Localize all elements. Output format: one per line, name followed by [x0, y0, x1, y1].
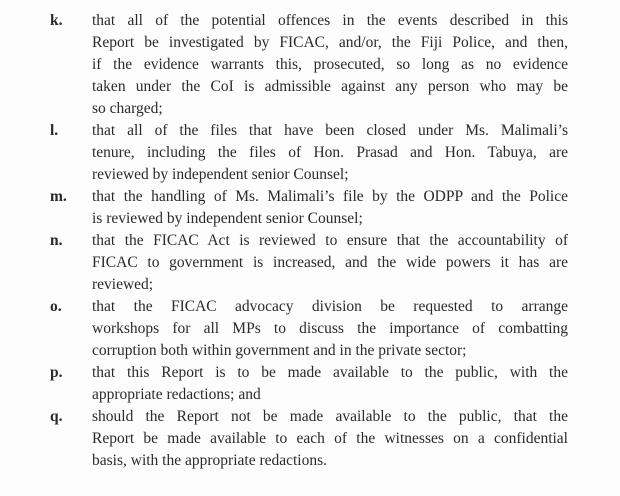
text-line: taken under the CoI is admissible against any person who may be [92, 78, 568, 95]
text-line: so charged; [92, 100, 163, 117]
item-text [92, 186, 568, 230]
text-line: that the FICAC advocacy division be requested to arrange [92, 298, 568, 315]
text-line: workshops for all MPs to discuss the importance of combatting [92, 320, 568, 337]
text-line: is reviewed by independent senior Counsel; [92, 210, 363, 227]
text-line: basis, with the appropriate redactions. [92, 452, 328, 469]
item-text [92, 406, 568, 472]
text-line: that the handling of Ms. Malimali’s file by the ODPP and the Police [92, 188, 568, 205]
text-line: appropriate redactions; and [92, 386, 261, 403]
item-letter: o. [50, 298, 62, 315]
text-line: reviewed by independent senior Counsel; [92, 166, 349, 183]
text-line: Report be investigated by FICAC, and/or, the Fiji Police, and then, [92, 34, 568, 51]
item-text [92, 10, 568, 120]
item-letter: p. [50, 364, 63, 381]
item-text [92, 120, 568, 186]
text-line: that all of the potential offences in the events described in this [92, 12, 568, 29]
text-line: corruption both within government and in the private sector; [92, 342, 467, 359]
item-letter: l. [50, 122, 59, 139]
text-line: that all of the files that have been closed under Ms. Malimali’s [92, 122, 568, 139]
text-line: that this Report is to be made available to the public, with the [92, 364, 568, 381]
text-line: if the evidence warrants this, prosecuted, so long as no evidence [92, 56, 568, 73]
item-letter: k. [50, 12, 63, 29]
item-text [92, 230, 568, 296]
item-letter: q. [50, 408, 63, 425]
text-line: tenure, including the files of Hon. Prasad and Hon. Tabuya, are [92, 144, 568, 161]
item-letter: m. [50, 188, 67, 205]
item-letter: n. [50, 232, 63, 249]
item-text [92, 296, 568, 362]
text-line: that the FICAC Act is reviewed to ensure that the accountability of [92, 232, 568, 249]
text-line: should the Report not be made available to the public, that the [92, 408, 568, 425]
text-line: Report be made available to each of the witnesses on a confidential [92, 430, 568, 447]
item-text [92, 362, 568, 406]
text-line: FICAC to government is increased, and the wide powers it has are [92, 254, 568, 271]
text-line: reviewed; [92, 276, 154, 293]
